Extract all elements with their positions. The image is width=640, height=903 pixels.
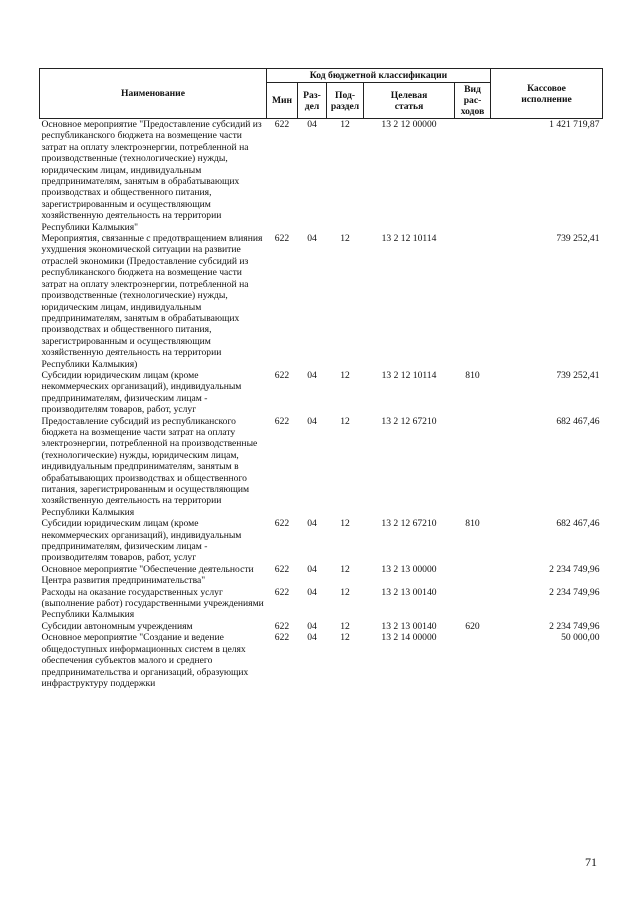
row-cash-execution: 1 421 719,87 [549,119,600,130]
row-ministry: 622 [274,119,290,130]
row-target-article: 13 2 14 00000 [381,632,437,644]
row-subsection: 12 [340,563,350,575]
row-subsection: 12 [340,233,350,245]
row-name: Субсидии автономным учреждениям [41,620,193,632]
row-ministry: 622 [274,632,290,644]
table-row [40,632,603,689]
row-section: 04 [307,415,317,427]
row-name: Предоставление субсидий из республиканского бюджета на возмещение части затрат на оплату электроэнергии, потребленной на производственные (технологические) нужды, юридическим лицам, индивидуальным предпринимателям, занятым в обрабатывающих производствах и общественного питания, зарегистрированным и осуществляющим хозяйственную деятельность на территории Республики Калмыкия [41,415,258,518]
row-ministry: 622 [274,586,290,598]
row-ministry: 622 [274,415,290,427]
row-section: 04 [307,369,317,381]
header-expense-type: Вид рас- ходов [455,83,491,119]
row-cash-execution: 2 234 749,96 [549,620,600,632]
table-row [40,587,603,621]
header-cash-execution: Кассовое исполнение [491,69,603,119]
row-expense-type [455,119,491,234]
row-name: Основное мероприятие "Предоставление субсидий из республиканского бюджета на возмещение части затрат на оплату электроэнергии, потребленной на производственные (технологические) нужды, юридическим лицам, индивидуальным предпринимателям, занятым в обрабатывающих производствах и общественного питания, зарегистрированным и осуществляющим хозяйственную деятельность на территории Республики Калмыкия" [41,119,262,233]
header-subsection: Под- раздел [327,83,364,119]
row-expense-type [455,564,491,587]
row-expense-type: 620 [465,620,480,632]
row-ministry: 622 [274,620,290,632]
row-ministry: 622 [274,233,290,245]
row-target-article: 13 2 12 10114 [381,233,437,245]
row-cash-execution: 2 234 749,96 [549,586,600,598]
row-target-article: 13 2 12 00000 [381,119,437,130]
row-target-article: 13 2 13 00140 [381,586,437,598]
row-section: 04 [307,586,317,598]
header-name: Наименование [40,69,267,119]
row-section: 04 [307,233,317,245]
row-name: Мероприятия, связанные с предотвращением влияния ухудшения экономической ситуации на развитие отраслей экономики (Предоставление субсидий из республиканского бюджета на возмещение части затрат на оплату электроэнергии, потребленной на производственные (технологические) нужды, юридическим лицам, индивидуальным предпринимателям, занятым в обрабатывающих производствах и общественного питания, зарегистрированным и осуществляющим хозяйственную деятельность на территории Республики Калмыкия) [41,233,263,370]
header-budget-classification: Код бюджетной классификации [267,69,491,83]
table-row [40,621,603,632]
row-ministry: 622 [274,563,290,575]
table-body [40,119,603,690]
row-ministry: 622 [274,369,290,381]
row-subsection: 12 [340,369,350,381]
table-header [40,69,603,119]
table-row [40,119,603,234]
table-row [40,233,603,370]
budget-table [39,68,603,689]
row-cash-execution: 739 252,41 [556,369,600,381]
table-row [40,564,603,587]
row-name: Расходы на оказание государственных услуг (выполнение работ) государственными учреждениями Республики Калмыкия [41,586,264,621]
row-section: 04 [307,518,317,530]
row-name: Субсидии юридическим лицам (кроме некоммерческих организаций), индивидуальным предпринимателям, физическим лицам - производителям товаров, работ, услуг [41,369,242,416]
header-target-article: Целевая статья [364,83,455,119]
row-expense-type [455,233,491,370]
row-cash-execution: 682 467,46 [556,415,600,427]
row-expense-type [455,416,491,519]
row-cash-execution: 50 000,00 [561,632,600,644]
row-cash-execution: 739 252,41 [556,233,600,245]
row-name: Основное мероприятие "Создание и ведение общедоступных информационных систем в целях обеспечения субъектов малого и среднего предпринимательства и организаций, образующих инфраструктуру поддержки [41,632,249,689]
row-ministry: 622 [274,518,290,530]
row-subsection: 12 [340,620,350,632]
row-target-article: 13 2 12 67210 [381,518,437,530]
row-expense-type: 810 [465,518,480,530]
row-name: Основное мероприятие "Обеспечение деятельности Центра развития предпринимательства" [41,563,254,587]
row-section: 04 [307,620,317,632]
row-name: Субсидии юридическим лицам (кроме некоммерческих организаций), индивидуальным предпринимателям, физическим лицам - производителям товаров, работ, услуг [41,518,242,564]
row-expense-type [455,587,491,621]
page-number: 71 [585,855,597,869]
row-cash-execution: 2 234 749,96 [549,563,600,575]
row-target-article: 13 2 13 00000 [381,563,437,575]
table-row [40,416,603,519]
table-row [40,518,603,564]
row-section: 04 [307,119,317,130]
header-section: Раз- дел [298,83,327,119]
row-target-article: 13 2 12 10114 [381,369,437,381]
row-expense-type [455,632,491,689]
row-target-article: 13 2 12 67210 [381,415,437,427]
row-expense-type: 810 [465,369,480,381]
table-row [40,370,603,416]
row-subsection: 12 [340,119,350,130]
row-subsection: 12 [340,518,350,530]
row-subsection: 12 [340,415,350,427]
row-target-article: 13 2 13 00140 [381,620,437,632]
header-ministry: Мин [267,83,298,119]
row-subsection: 12 [340,586,350,598]
row-section: 04 [307,632,317,644]
row-subsection: 12 [340,632,350,644]
row-cash-execution: 682 467,46 [556,518,600,530]
row-section: 04 [307,563,317,575]
